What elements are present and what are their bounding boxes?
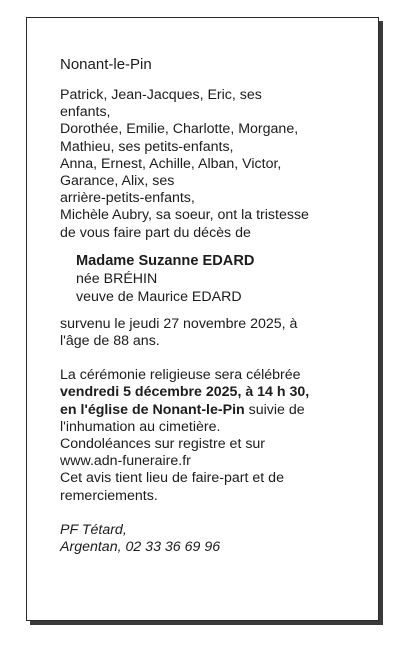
family-line: Dorothée, Emilie, Charlotte, Morgane, [60,121,299,138]
spacer [60,505,358,522]
family-line: Patrick, Jean-Jacques, Eric, ses [60,87,262,103]
family-line: arrière-petits-enfants, [60,190,195,207]
funeral-home-signature [60,522,358,556]
deceased-maiden-name: née BRÉHIN [76,270,158,287]
ceremony-line: l'inhumation au cimetière. [60,418,221,435]
family-line: Garance, Alix, ses [60,173,175,190]
deceased-block [76,252,358,306]
family-line: Anna, Ernest, Achille, Alban, Victor, [60,155,282,172]
death-details [60,316,358,350]
condolences-line: Condoléances sur registre et sur [60,436,266,453]
ceremony-location-rest: suivie de [244,401,305,418]
death-line: l'âge de 88 ans. [60,333,160,350]
deceased-name: Madame Suzanne EDARD [76,252,255,269]
ceremony-location: en l'église de Nonant-le-Pin [60,401,245,418]
family-line: Michèle Aubry, sa soeur, ont la tristesse [60,207,309,224]
ceremony-location-line [60,402,358,419]
ceremony-details [60,367,358,505]
family-line: de vous faire part du décès de [60,224,251,241]
funeral-home-contact: Argentan, 02 33 36 69 96 [60,539,221,556]
closing-line: remerciements. [60,487,158,504]
ceremony-date: vendredi 5 décembre 2025, à 14 h 30, [60,384,310,401]
deceased-widow-of: veuve de Maurice EDARD [76,288,242,305]
obituary-notice [26,17,379,621]
funeral-home-name: PF Tétard, [60,521,127,538]
closing-line: Cet avis tient lieu de faire-part et de [60,470,284,487]
website-link[interactable]: www.adn-funeraire.fr [60,453,191,470]
family-line: enfants, [60,104,111,121]
death-line: survenu le jeudi 27 novembre 2025, à [60,315,298,332]
family-line: Mathieu, ses petits-enfants, [60,138,234,155]
ceremony-line: La cérémonie religieuse sera célébrée [60,367,301,384]
spacer [60,350,358,367]
town-heading: Nonant-le-Pin [60,56,152,73]
family-announcement [60,87,358,242]
